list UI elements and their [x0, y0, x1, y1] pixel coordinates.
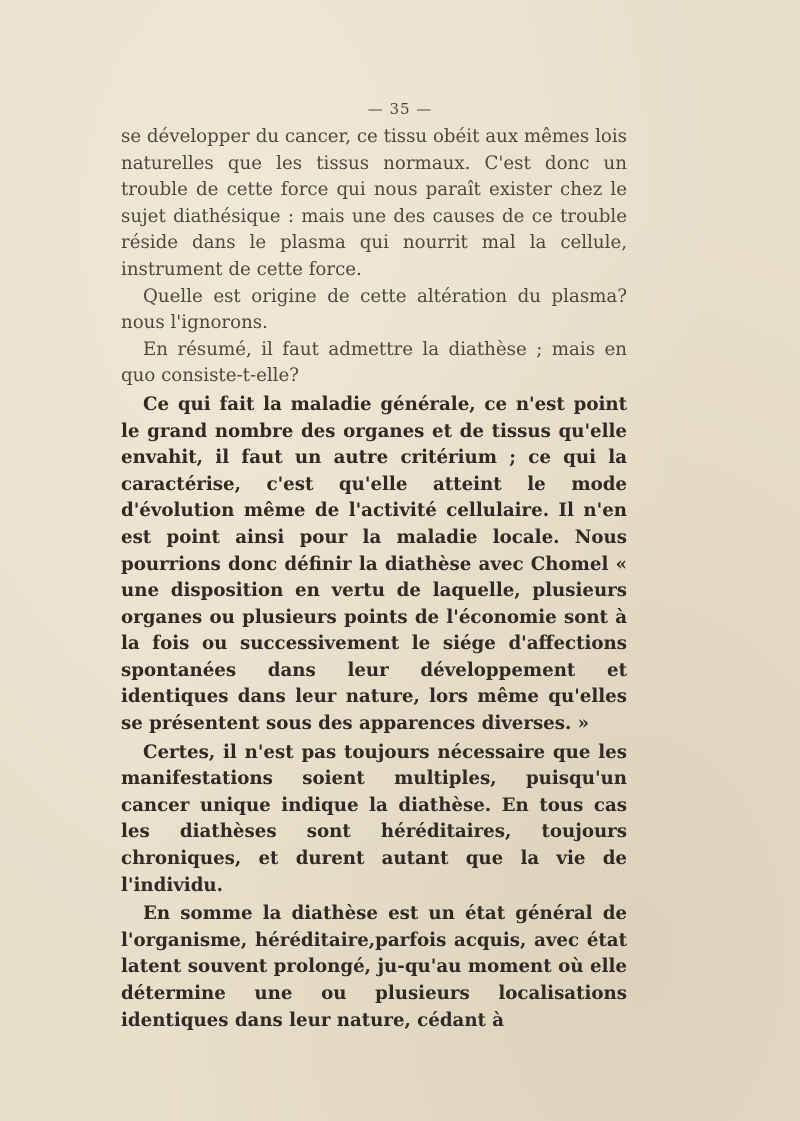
paragraph-summary-question: En résumé, il faut admettre la diathèse ; mais en quo consiste-t-elle?	[121, 338, 627, 387]
paragraph-general-disease: Ce qui fait la maladie générale, ce n'est point le grand nombre des organes et de tissus qu'elle envahit, il faut un autre critérium ; ce qui la caractérise, c'est qu'elle atteint le mode d'évolution même de l'activité cellulaire. Il n'en est point ainsi pour la maladie locale. Nous pourrions donc définir la diathèse avec Chomel « une disposition en vertu de laquelle, plusieurs organes ou plusieurs points de l'économie sont à la fois ou successivement le siége d'affections spontanées dans leur développement et identiques dans leur nature, lors même qu'elles se présentent sous des apparences diverses. »	[121, 393, 627, 735]
paragraph-continuation: se développer du cancer, ce tissu obéit aux mêmes lois naturelles que les tissus normaux. C'est donc un trouble de cette force qui nous paraît exister chez le sujet diathésique : mais une des causes de ce trouble réside dans le plasma qui nourrit mal la cellule, instrument de cette force.	[121, 126, 627, 280]
body-text	[121, 124, 627, 1034]
paragraph-conclusion: En somme la diathèse est un état général de l'organisme, héréditaire,parfois acquis, avec état latent souvent prolongé, ju-qu'au moment où elle détermine une ou plusieurs localisations identiques dans leur nature, cédant à	[121, 903, 627, 1031]
paragraph-manifestations: Certes, il n'est pas toujours nécessaire que les manifestations soient multiples, puisqu'un cancer unique indique la diathèse. En tous cas les diathèses sont héréditaires, toujours chroniques, et durent autant que la vie de l'individu.	[121, 741, 627, 896]
paragraph-plasma-question: Quelle est origine de cette altération du plasma? nous l'ignorons.	[121, 285, 627, 334]
page-number: — 35 —	[367, 100, 433, 118]
